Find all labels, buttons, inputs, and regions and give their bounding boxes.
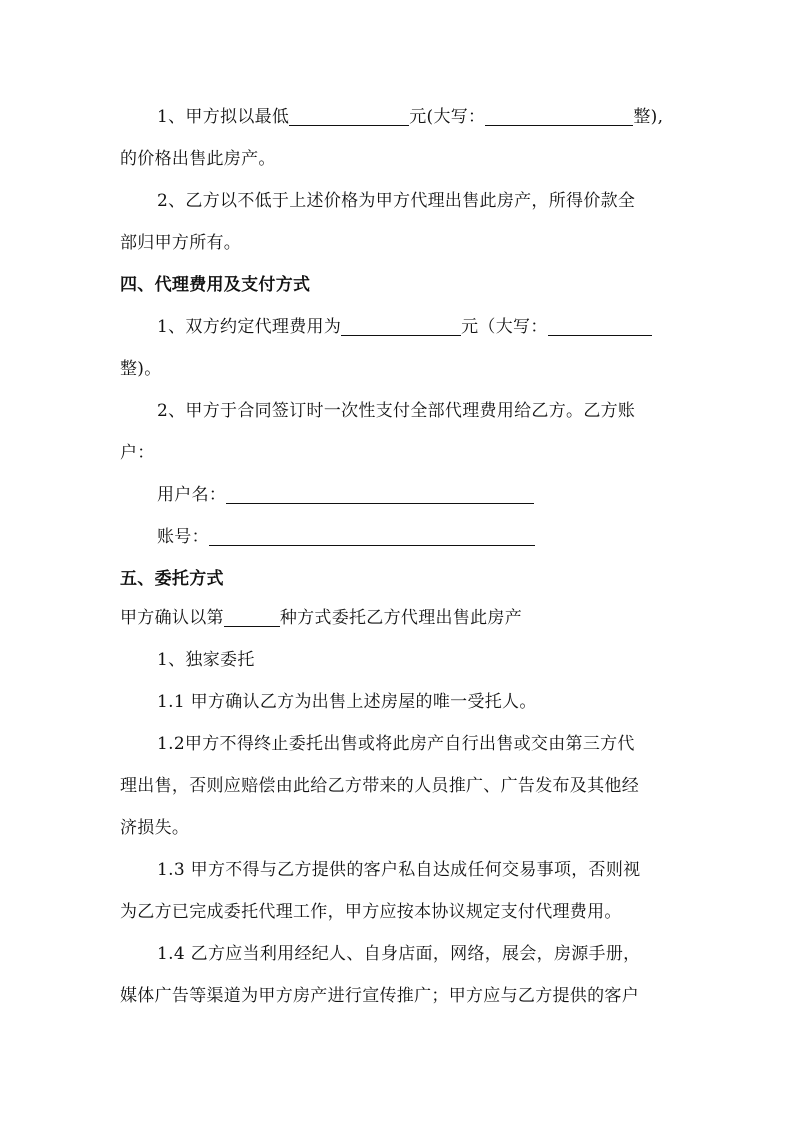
fee-amount-blank[interactable] [341, 315, 461, 336]
clause-1-2-line-2: 理出售，否则应赔偿由此给乙方带来的人员推广、广告发布及其他经 [120, 776, 639, 796]
account-row [157, 523, 717, 551]
min-price-blank[interactable] [289, 105, 409, 126]
clause-1-4-line-2: 媒体广告等渠道为甲方房产进行宣传推广；甲方应与乙方提供的客户 [120, 986, 639, 1006]
account-blank[interactable] [209, 525, 535, 546]
username-blank[interactable] [226, 483, 534, 504]
exclusive-entrust-title: 1、独家委托 [157, 650, 255, 670]
price-clause-line [157, 103, 717, 131]
clause-1-2-line-1: 1.2甲方不得终止委托出售或将此房产自行出售或交由第三方代 [157, 734, 635, 754]
entrust-intro-text-a: 甲方确认以第 [120, 608, 224, 628]
entrust-method-blank[interactable] [224, 606, 280, 627]
section-heading-fees: 四、代理费用及支付方式 [120, 275, 311, 295]
clause-1-4-line-1: 1.4 乙方应当利用经纪人、自身店面，网络，展会，房源手册， [157, 944, 641, 964]
clause-1-3-line-1: 1.3 甲方不得与乙方提供的客户私自达成任何交易事项，否则视 [157, 860, 641, 880]
price-clause-continuation: 的价格出售此房产。 [120, 149, 276, 169]
fee-uppercase-blank[interactable] [548, 315, 652, 336]
username-label: 用户名： [157, 485, 227, 505]
price-uppercase-blank[interactable] [485, 105, 633, 126]
payment-clause-line-1: 2、甲方于合同签订时一次性支付全部代理费用给乙方。乙方账 [157, 401, 636, 421]
sale-clause-line-2: 部归甲方所有。 [120, 233, 242, 253]
clause-1-3-line-2: 为乙方已完成委托代理工作，甲方应按本协议规定支付代理费用。 [120, 902, 622, 922]
sale-clause-line-1: 2、乙方以不低于上述价格为甲方代理出售此房产，所得价款全 [157, 191, 636, 211]
entrust-intro-text-b: 种方式委托乙方代理出售此房产 [279, 608, 523, 628]
payment-clause-line-2: 户： [120, 443, 155, 463]
price-clause-text-b: 元(大写： [409, 107, 486, 127]
price-clause-text-a: 1、甲方拟以最低 [157, 107, 290, 127]
fee-clause-text-b: 元（大写： [461, 317, 548, 337]
entrust-intro-line [120, 604, 680, 632]
username-row [157, 481, 717, 509]
price-clause-text-c: 整), [633, 107, 664, 127]
clause-1-1: 1.1 甲方确认乙方为出售上述房屋的唯一受托人。 [157, 692, 537, 712]
clause-1-2-line-3: 济损失。 [120, 818, 190, 838]
section-heading-entrust: 五、委托方式 [120, 569, 224, 589]
account-label: 账号： [157, 527, 209, 547]
fee-clause-text-a: 1、双方约定代理费用为 [157, 317, 342, 337]
fee-clause-continuation: 整)。 [120, 359, 162, 379]
fee-clause-line [157, 313, 717, 341]
